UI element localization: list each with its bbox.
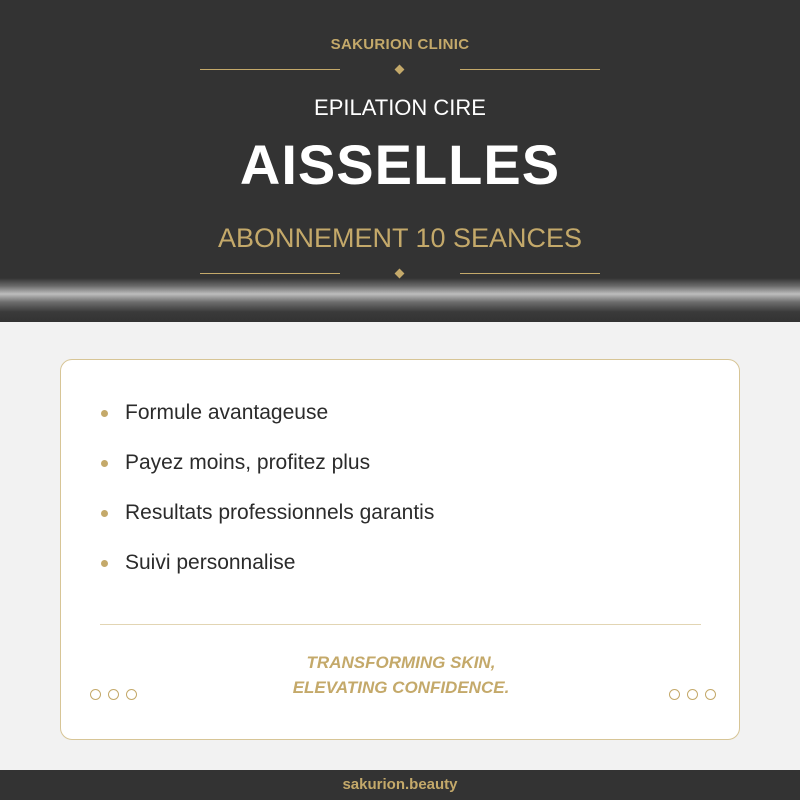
benefit-item bbox=[99, 398, 434, 448]
decorative-dots-left bbox=[90, 689, 137, 700]
bullet-icon bbox=[101, 460, 108, 467]
bullet-icon bbox=[101, 560, 108, 567]
card-divider bbox=[100, 624, 701, 625]
website-link[interactable]: sakurion.beauty bbox=[342, 776, 458, 793]
footer-bar bbox=[0, 770, 800, 800]
benefit-text: Suivi personnalise bbox=[125, 551, 296, 574]
decorative-dots-right bbox=[669, 689, 716, 700]
benefit-item bbox=[99, 548, 434, 598]
circle-icon bbox=[669, 689, 680, 700]
diamond-icon bbox=[395, 65, 405, 75]
divider-line-left bbox=[200, 69, 340, 70]
benefit-text: Payez moins, profitez plus bbox=[125, 451, 371, 474]
benefit-text: Formule avantageuse bbox=[125, 401, 329, 424]
divider-line-right bbox=[460, 273, 600, 274]
bullet-icon bbox=[101, 510, 108, 517]
benefits-card bbox=[60, 359, 740, 740]
service-name: AISSELLES bbox=[239, 133, 561, 196]
benefit-item bbox=[99, 498, 434, 548]
benefit-text: Resultats professionnels garantis bbox=[125, 501, 435, 524]
circle-icon bbox=[108, 689, 119, 700]
tagline-line-2: ELEVATING CONFIDENCE. bbox=[292, 678, 510, 697]
circle-icon bbox=[705, 689, 716, 700]
header-banner bbox=[0, 0, 800, 322]
clinic-name: SAKURION CLINIC bbox=[330, 36, 470, 53]
divider-line-right bbox=[460, 69, 600, 70]
bottom-ornament-divider bbox=[200, 267, 600, 281]
bullet-icon bbox=[101, 410, 108, 417]
tagline-line-1: TRANSFORMING SKIN, bbox=[306, 653, 496, 672]
benefits-list bbox=[99, 398, 434, 598]
divider-line-left bbox=[200, 273, 340, 274]
service-type: EPILATION CIRE bbox=[314, 95, 486, 120]
circle-icon bbox=[687, 689, 698, 700]
subscription-label: ABONNEMENT 10 SEANCES bbox=[217, 223, 583, 253]
circle-icon bbox=[90, 689, 101, 700]
top-ornament-divider bbox=[200, 63, 600, 77]
tagline bbox=[61, 650, 741, 700]
diamond-icon bbox=[395, 269, 405, 279]
circle-icon bbox=[126, 689, 137, 700]
benefit-item bbox=[99, 448, 434, 498]
